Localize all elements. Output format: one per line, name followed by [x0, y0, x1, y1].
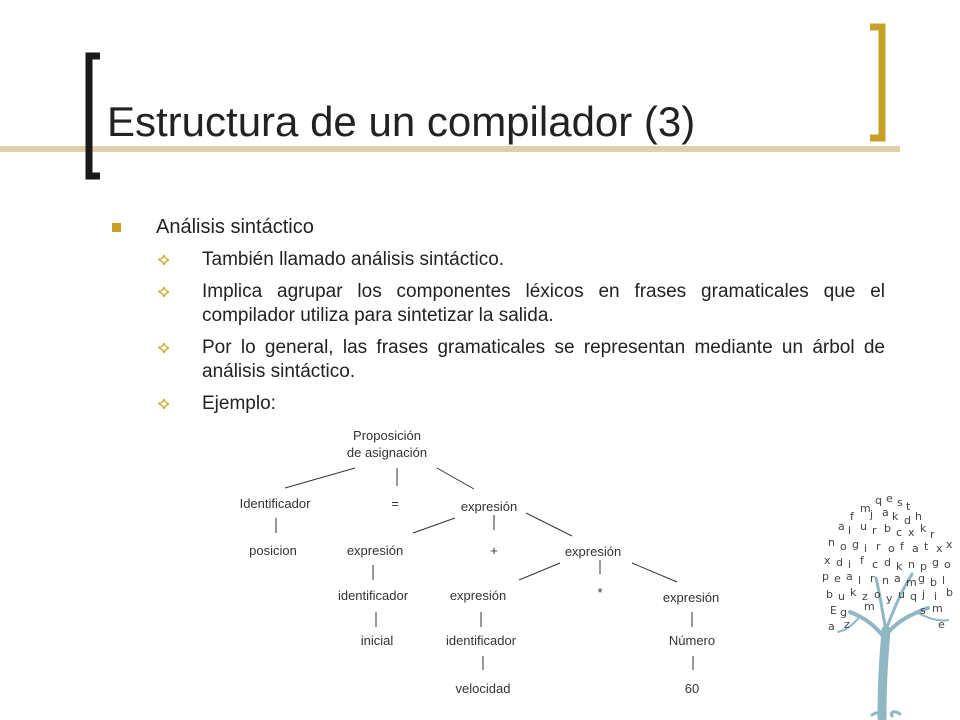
svg-text:E: E — [830, 604, 837, 617]
svg-text:z: z — [844, 618, 850, 631]
svg-text:r: r — [872, 524, 877, 537]
svg-text:z: z — [862, 590, 868, 603]
svg-text:d: d — [836, 556, 843, 569]
svg-text:h: h — [915, 510, 922, 523]
svg-text:s: s — [920, 604, 926, 617]
tree-node-root-line1: Proposición — [353, 428, 421, 443]
svg-text:n: n — [828, 536, 835, 549]
svg-text:b: b — [884, 522, 891, 535]
tree-node-velocidad: velocidad — [455, 681, 511, 696]
svg-text:i: i — [864, 542, 868, 555]
svg-text:o: o — [944, 558, 951, 571]
tree-node-star: * — [597, 585, 603, 600]
svg-text:x: x — [936, 542, 943, 555]
svg-text:c: c — [872, 558, 879, 571]
svg-text:g: g — [932, 556, 939, 569]
tree-edge — [413, 518, 455, 533]
svg-text:x: x — [946, 538, 953, 551]
svg-text:b: b — [826, 588, 833, 601]
svg-text:k: k — [920, 522, 927, 535]
tree-node-root — [347, 427, 427, 461]
svg-text:o: o — [840, 540, 847, 553]
svg-text:x: x — [908, 526, 915, 539]
svg-text:k: k — [896, 560, 903, 573]
tree-edge — [285, 468, 355, 488]
svg-text:f: f — [860, 554, 864, 567]
tree-edge — [437, 468, 474, 489]
tree-node-root-line2: de asignación — [346, 445, 428, 460]
tree-node-expression: expresión — [662, 590, 720, 605]
svg-text:u: u — [898, 588, 905, 601]
bullet-text: Análisis sintáctico — [156, 216, 314, 238]
svg-text:g: g — [918, 572, 925, 585]
svg-text:q: q — [910, 590, 917, 603]
svg-text:n: n — [908, 558, 915, 571]
tree-node-expression: expresión — [460, 499, 518, 514]
svg-text:k: k — [892, 510, 899, 523]
svg-text:g: g — [852, 538, 859, 551]
tree-edge — [519, 563, 560, 580]
tree-edge — [632, 563, 677, 582]
tree-node-expression: expresión — [564, 544, 622, 559]
svg-text:x: x — [824, 554, 831, 567]
svg-text:d: d — [884, 556, 891, 569]
tree-node-number-value: 60 — [684, 681, 700, 696]
svg-text:o: o — [888, 542, 895, 555]
svg-text:o: o — [874, 588, 881, 601]
tree-node-equals: = — [391, 496, 399, 511]
svg-text:m: m — [932, 602, 943, 615]
tree-node-expression: expresión — [449, 588, 507, 603]
svg-text:i: i — [848, 558, 852, 571]
svg-text:l: l — [848, 524, 852, 537]
svg-text:n: n — [882, 574, 889, 587]
svg-text:t: t — [924, 540, 929, 553]
subbullet-text: Implica agrupar los componentes léxicos en frases gramaticales que el compilador utiliza para sintetizar la salida. — [202, 281, 885, 326]
tree-node-plus: + — [490, 543, 498, 558]
svg-text:a: a — [882, 506, 889, 519]
svg-text:u: u — [838, 590, 845, 603]
svg-text:q: q — [875, 494, 882, 507]
svg-text:y: y — [886, 592, 893, 605]
svg-text:s: s — [897, 496, 903, 509]
svg-text:r: r — [876, 540, 881, 553]
svg-text:u: u — [860, 520, 867, 533]
svg-text:j: j — [922, 588, 926, 601]
svg-text:a: a — [828, 620, 835, 633]
svg-text:g: g — [840, 606, 847, 619]
tree-node-inicial: inicial — [360, 633, 394, 648]
svg-text:l: l — [942, 574, 946, 587]
tree-edge — [526, 513, 572, 536]
svg-text:d: d — [904, 514, 911, 527]
svg-text:p: p — [822, 570, 829, 583]
svg-text:a: a — [846, 570, 853, 583]
svg-text:l: l — [858, 574, 862, 587]
svg-text:k: k — [850, 586, 857, 599]
tree-node-numero: Número — [668, 633, 716, 648]
svg-text:m: m — [906, 576, 917, 589]
svg-text:m: m — [860, 502, 871, 515]
tree-node-identificador: identificador — [337, 588, 409, 603]
svg-text:a: a — [838, 520, 845, 533]
subbullet-text: También llamado análisis sintáctico. — [202, 249, 505, 270]
letter-tree-icon — [820, 490, 960, 720]
svg-text:a: a — [912, 542, 919, 555]
tree-node-expression: expresión — [346, 543, 404, 558]
svg-text:b: b — [930, 576, 937, 589]
page-title: Estructura de un compilador (3) — [107, 98, 696, 145]
svg-text:a: a — [894, 572, 901, 585]
svg-text:e: e — [834, 572, 841, 585]
svg-text:e: e — [938, 618, 945, 631]
svg-text:i: i — [934, 590, 938, 603]
tree-node-identificador: Identificador — [239, 496, 311, 511]
subbullet-text: Ejemplo: — [202, 393, 276, 414]
svg-text:f: f — [850, 510, 854, 523]
subbullet-text: Por lo general, las frases gramaticales se representan mediante un árbol de análisis sintáctico. — [202, 337, 885, 382]
tree-node-identificador: identificador — [445, 633, 517, 648]
svg-text:j: j — [870, 508, 874, 521]
svg-text:m: m — [864, 600, 875, 613]
svg-text:f: f — [900, 540, 904, 553]
svg-text:b: b — [946, 586, 953, 599]
tree-node-posicion: posicion — [249, 543, 297, 558]
svg-text:p: p — [920, 560, 927, 573]
svg-text:c: c — [896, 526, 903, 539]
svg-text:t: t — [906, 500, 911, 513]
svg-text:e: e — [886, 492, 893, 505]
svg-text:r: r — [930, 528, 935, 541]
svg-text:r: r — [870, 572, 875, 585]
